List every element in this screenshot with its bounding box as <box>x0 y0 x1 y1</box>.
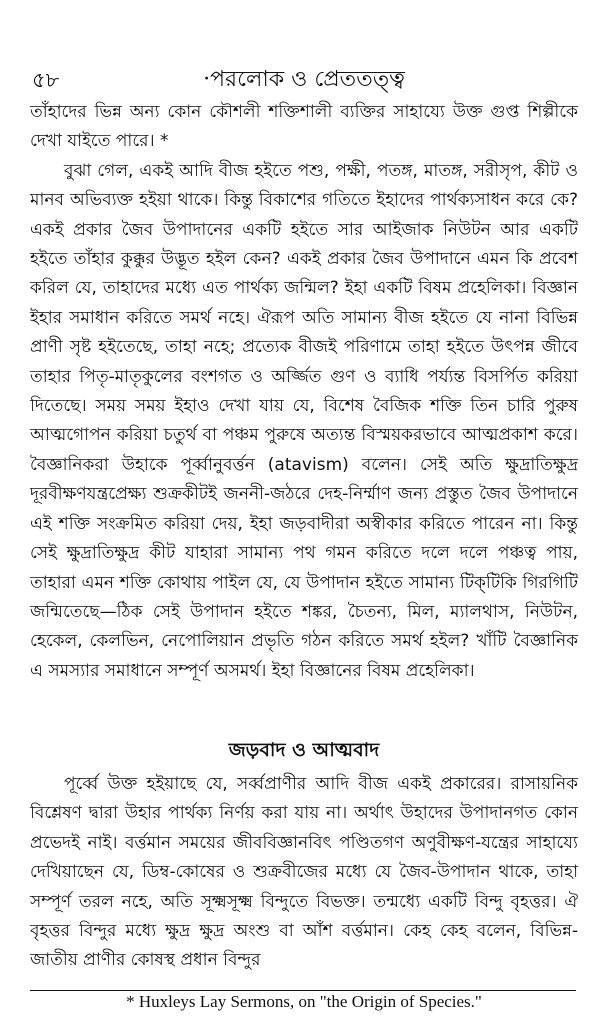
section-text <box>30 770 578 976</box>
main-text <box>30 98 578 686</box>
page-number: ৫৮ <box>32 68 60 92</box>
footnote-divider <box>30 990 576 991</box>
paragraph: পূর্ব্বে উক্ত হইয়াছে যে, সর্ব্বপ্রাণীর আদি বীজ একই প্রকারের। রাসায়নিক বিশ্লেষণ দ্বারা উহার পার্থক্য নির্ণয় করা যায় না। অর্থাৎ উহাদের উপাদানগত কোন প্রভেদই নাই। বর্ত্তমান সময়ের জীববিজ্ঞানবিৎ পণ্ডিতগণ অণুবীক্ষণ-যন্ত্রের সাহায্যে দেখিয়াছেন যে, ডিম্ব-কোষের ও শুক্রবীজের মধ্যে যে জৈব-উপাদান থাকে, তাহা সম্পূর্ণ তরল নহে, অতি সূক্ষ্মসূক্ষ্ম বিন্দুতে বিভক্ত। তন্মধ্যে একটি বিন্দু বৃহত্তর। ঐ বৃহত্তর বিন্দুর মধ্যে ক্ষুদ্র ক্ষুদ্র অংশু বা আঁশ বর্ত্তমান। কেহ কেহ বলেন, বিভিন্ন-জাতীয় প্রাণীর কোষস্থ প্রধান বিন্দুর <box>30 774 578 971</box>
footnote: * Huxleys Lay Sermons, on "the Origin of Species." <box>126 992 482 1011</box>
section-heading: জড়বাদ ও আত্মবাদ <box>228 739 380 761</box>
paragraph: বুঝা গেল, একই আদি বীজ হইতে পশু, পক্ষী, পতঙ্গ, মাতঙ্গ, সরীসৃপ, কীট ও মানব অভিব্যক্ত হইয়া থাকে। কিন্তু বিকাশের গতিতে ইহাদের পার্থক্যসাধন করে কে? একই প্রকার জৈব উপাদানের একটি হইতে সার আইজাক নিউটন আর একটি হইতে তাঁহার কুক্কুর উদ্ভূত হইল কেন? একই প্রকার জৈব উপাদানে এমন কি প্রবেশ করিল যে, তাহাদের মধ্যে এত পার্থক্য জন্মিল? ইহা একটি বিষম প্রহেলিকা। বিজ্ঞান ইহার সমাধান করিতে সমর্থ নহে। ঐরূপ অতি সামান্য বীজ হইতে যে নানা বিভিন্ন প্রাণী সৃষ্ট হইতেছে, তাহা নহে; প্রত্যেক বীজই পরিণামে তাহা হইতে উৎপন্ন জীবে তাহার পিতৃ-মাতৃকুলের বংশগত ও অর্জ্জিত গুণ ও ব্যাধি পর্য্যন্ত বিসর্পিত করিয়া দিতেছে। সময় সময় ইহাও দেখা যায় যে, বিশেষ বৈজিক শক্তি তিন চারি পুরুষ আত্মগোপন করিয়া চতুর্থ বা পঞ্চম পুরুষে অত্যন্ত বিস্ময়করভাবে আত্মপ্রকাশ করে। বৈজ্ঞানিকরা উহাকে পূর্ব্বানুবর্ত্তন (atavism) বলেন। সেই অতি ক্ষুদ্রাতিক্ষুদ্র দূরবীক্ষণযন্ত্রপ্রেক্ষ্য শুক্রকীটই জননী-জঠরে দেহ-নির্ম্মাণ জন্য প্রস্তুত জৈব উপাদানে এই শক্তি সংক্রমিত করিয়া দেয়, ইহা জড়বাদীরা অস্বীকার করিতে পারেন না। কিন্তু সেই ক্ষুদ্রাতিক্ষুদ্র কীট যাহারা সামান্য পথ গমন করিতে দলে দলে পঞ্চত্ব পায়, তাহারা এমন শক্তি কোথায় পাইল যে, যে উপাদান হইতে সামান্য টিক্‌টিকি গিরগিটি জন্মিতেছে—ঠিক সেই উপাদান হইতে শঙ্কর, চৈতন্য, মিল, ম্যালথাস, নিউটন, হেকেল, কেলভিন, নেপোলিয়ান প্রভৃতি গঠন করিতে সমর্থ হইল? খাঁটি বৈজ্ঞানিক এ সমস্যার সমাধানে সম্পূর্ণ অসমর্থ। ইহা বিজ্ঞানের বিষম প্রহেলিকা। <box>30 160 578 681</box>
running-title: ·পরলোক ও প্রেততত্ত্ব <box>203 67 405 92</box>
page-header <box>30 62 578 92</box>
paragraph: তাঁহাদের ভিন্ন অন্য কোন কৌশলী শক্তিশালী ব্যক্তির সাহায্যে উক্ত গুপ্ত শিল্পীকে দেখা যাইতে পারে। * <box>30 102 578 152</box>
